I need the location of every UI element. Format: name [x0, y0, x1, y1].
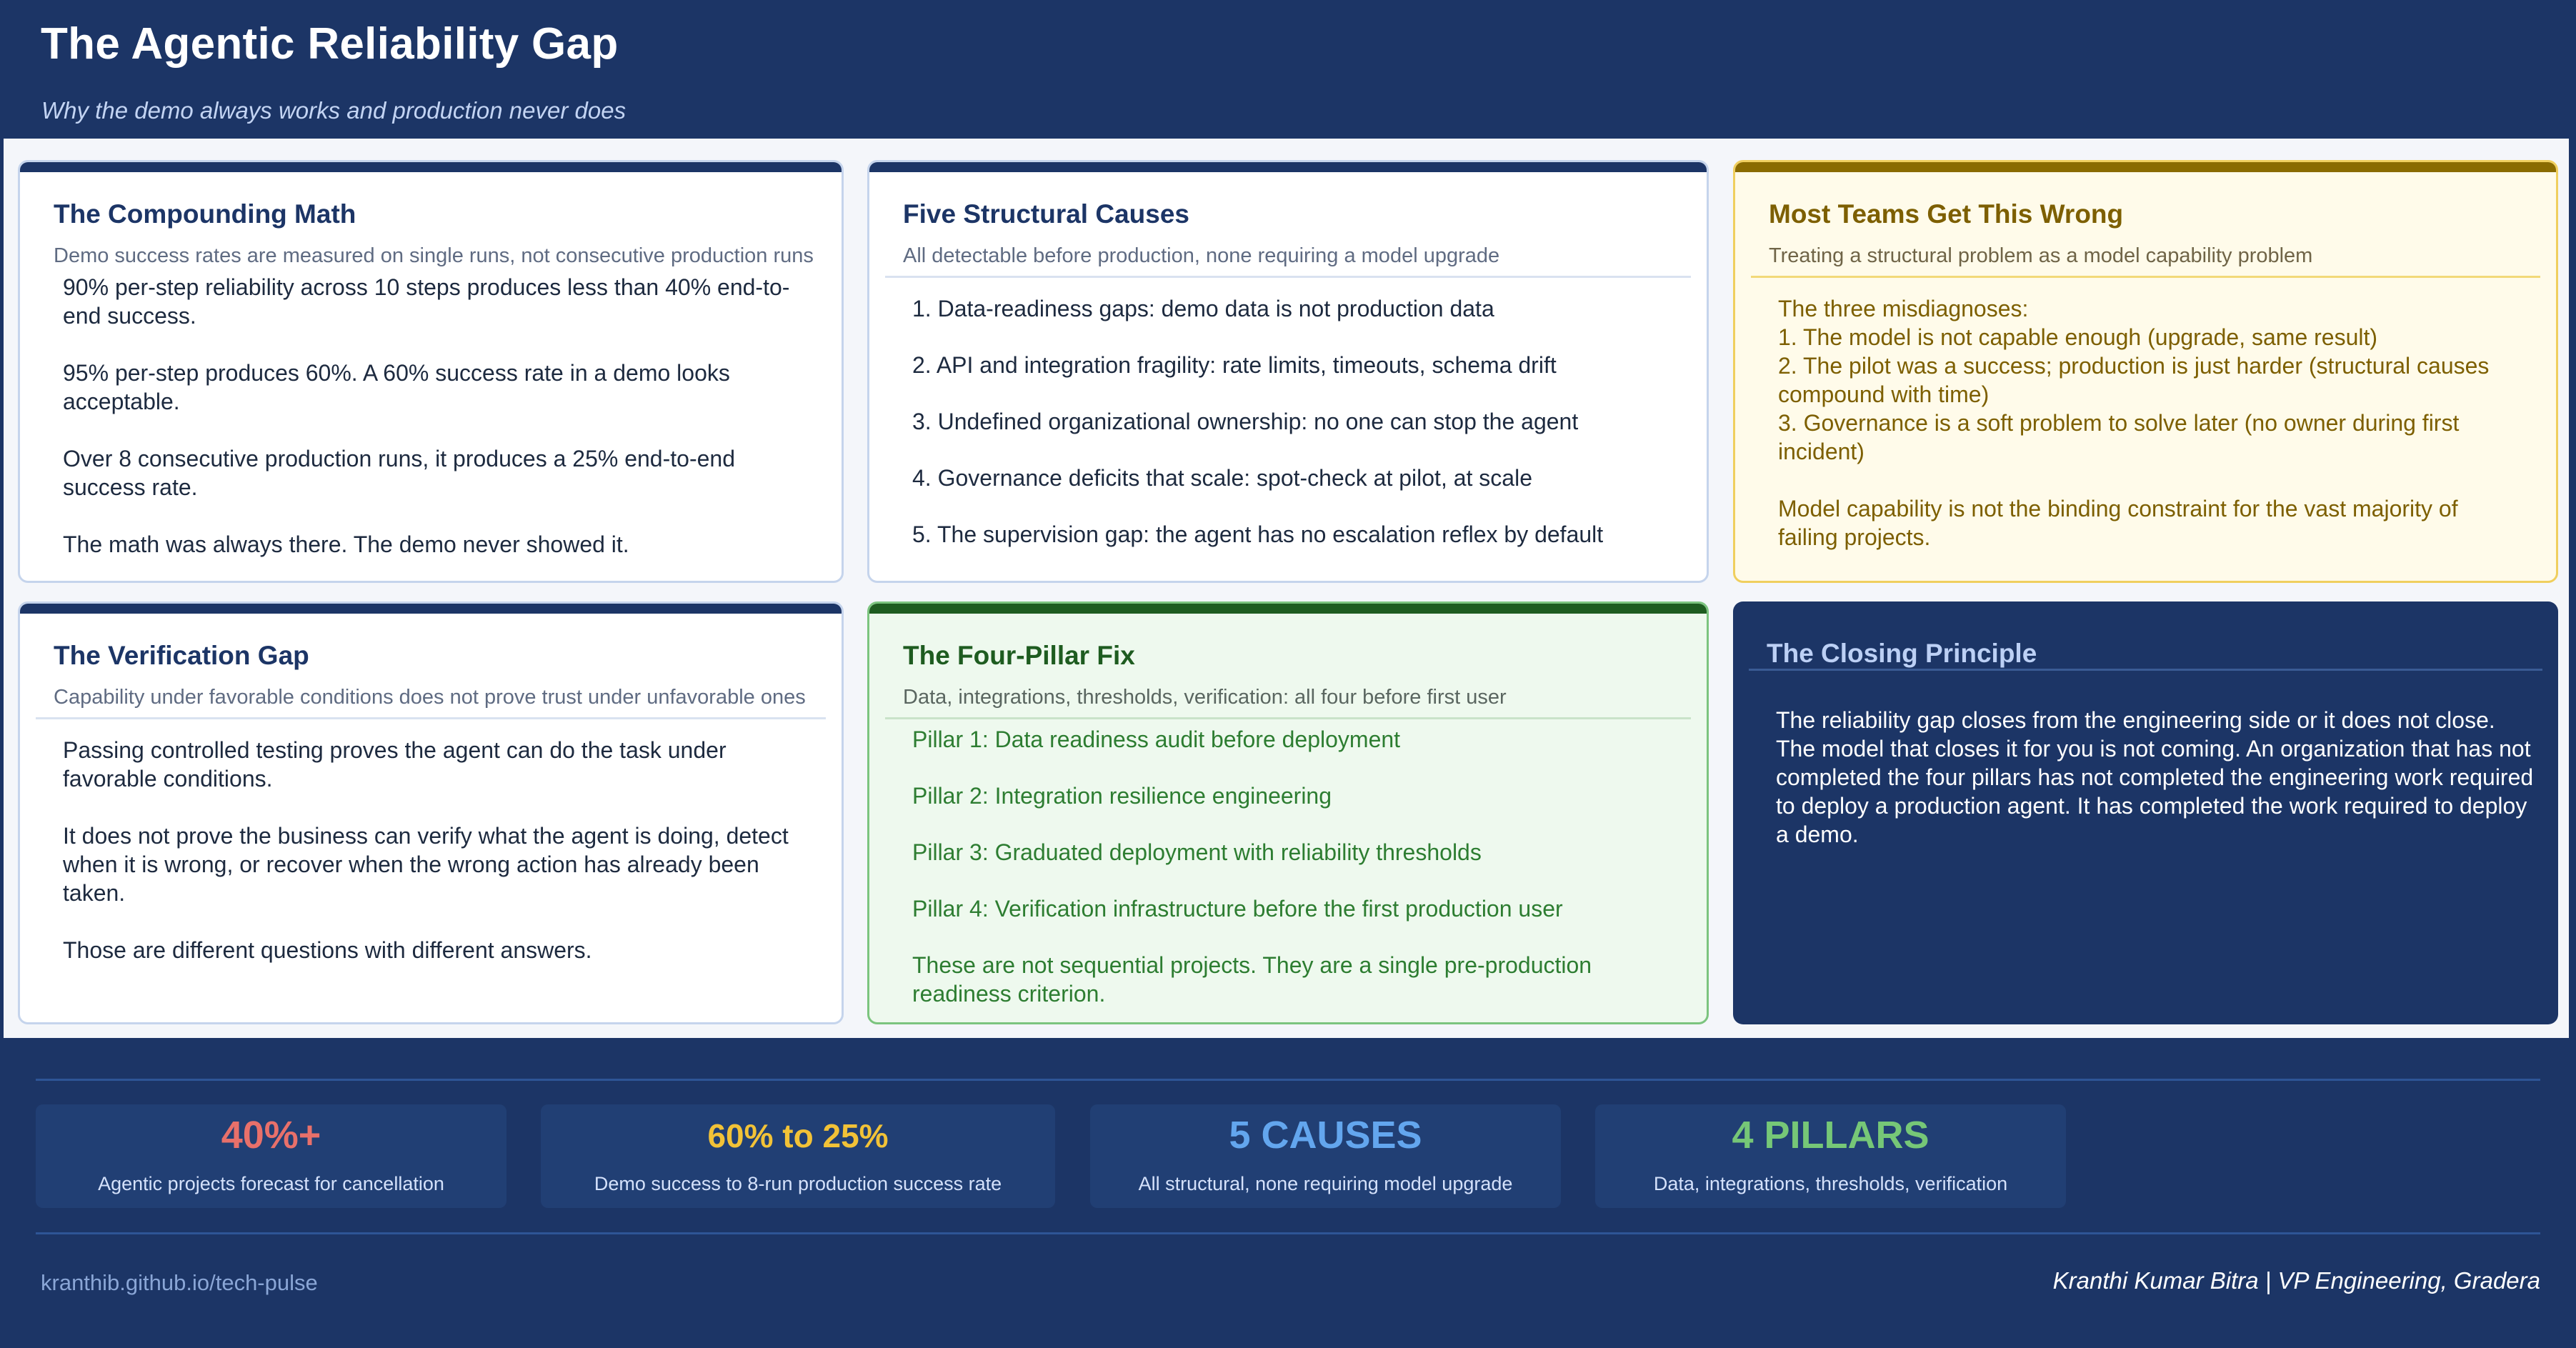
closing-text: Model capability is not the binding constraint for the vast majority of failing projects.: [1778, 496, 2458, 550]
pillar-item: Pillar 1: Data readiness audit before deployment: [912, 727, 1401, 752]
card-title: Five Structural Causes: [903, 199, 1189, 229]
footer-url: kranthib.github.io/tech-pulse: [41, 1270, 318, 1295]
card-four-pillar-fix: [867, 601, 1709, 1024]
list-item: 2. The pilot was a success; production is just harder (structural causes compound with time): [1778, 353, 2490, 407]
stat-card-pillars: [1595, 1104, 2066, 1208]
card-compounding-math: [18, 160, 844, 583]
divider: [36, 717, 826, 719]
paragraph: Those are different questions with different answers.: [63, 937, 592, 963]
stat-label: Data, integrations, thresholds, verification: [1653, 1173, 2008, 1194]
card-accent-bar: [1735, 162, 2556, 172]
divider: [1751, 276, 2540, 278]
card-body: [63, 736, 813, 964]
card-subtitle: Data, integrations, thresholds, verification: all four before first user: [903, 686, 1507, 709]
closing-text: These are not sequential projects. They are a single pre-production readiness criterion.: [912, 952, 1592, 1007]
card-accent-bar: [20, 604, 842, 614]
list-item: 3. Undefined organizational ownership: no one can stop the agent: [912, 409, 1579, 434]
card-title: The Closing Principle: [1767, 639, 2037, 668]
paragraph: Passing controlled testing proves the agent can do the task under favorable conditions.: [63, 737, 727, 792]
divider: [36, 1079, 2540, 1081]
stat-value: 40%+: [221, 1114, 321, 1157]
pillar-item: Pillar 4: Verification infrastructure before the first production user: [912, 896, 1563, 922]
stat-label: All structural, none requiring model upgrade: [1138, 1173, 1513, 1194]
card-subtitle: Demo success rates are measured on single runs, not consecutive production runs: [54, 244, 814, 267]
list-item: 4. Governance deficits that scale: spot-check at pilot, at scale: [912, 465, 1532, 491]
card-accent-bar: [869, 604, 1707, 614]
divider: [885, 717, 1691, 719]
card-accent-bar: [869, 162, 1707, 172]
paragraph: It does not prove the business can verify what the agent is doing, detect when it is wrong, or recover when the wrong action has already been taken.: [63, 823, 789, 906]
stat-label: Demo success to 8-run production success rate: [594, 1173, 1002, 1194]
pillar-item: Pillar 2: Integration resilience engineering: [912, 783, 1332, 809]
page-title: The Agentic Reliability Gap: [41, 19, 619, 69]
card-title: The Verification Gap: [54, 641, 309, 670]
stat-value: 60% to 25%: [707, 1117, 889, 1154]
list-intro: The three misdiagnoses:: [1778, 296, 2029, 321]
card-structural-causes: [867, 160, 1709, 583]
paragraph: The math was always there. The demo never showed it.: [63, 531, 629, 557]
divider: [36, 1232, 2540, 1234]
divider: [885, 276, 1691, 278]
pillar-item: Pillar 3: Graduated deployment with reliability thresholds: [912, 839, 1482, 865]
stat-card-causes: [1090, 1104, 1561, 1208]
list-item: 2. API and integration fragility: rate limits, timeouts, schema drift: [912, 352, 1557, 378]
card-body: [63, 273, 813, 559]
list-item: 1. Data-readiness gaps: demo data is not production data: [912, 296, 1494, 321]
card-subtitle: All detectable before production, none requiring a model upgrade: [903, 244, 1500, 267]
card-subtitle: Treating a structural problem as a model capability problem: [1769, 244, 2313, 267]
footer-author: Kranthi Kumar Bitra | VP Engineering, Gradera: [2052, 1267, 2540, 1294]
paragraph: Over 8 consecutive production runs, it produces a 25% end-to-end success rate.: [63, 446, 735, 500]
card-body: [912, 294, 1678, 549]
list-item: 5. The supervision gap: the agent has no escalation reflex by default: [912, 521, 1604, 547]
list-item: 3. Governance is a soft problem to solve later (no owner during first incident): [1778, 410, 2460, 464]
list-item: 1. The model is not capable enough (upgrade, same result): [1778, 324, 2378, 350]
paragraph: 95% per-step produces 60%. A 60% success rate in a demo looks acceptable.: [63, 360, 730, 414]
card-title: Most Teams Get This Wrong: [1769, 199, 2124, 229]
card-title: The Compounding Math: [54, 199, 356, 229]
card-accent-bar: [20, 162, 842, 172]
divider: [1749, 669, 2542, 671]
card-title: The Four-Pillar Fix: [903, 641, 1135, 670]
stat-value: 4 PILLARS: [1732, 1114, 1929, 1157]
page-subtitle: Why the demo always works and production never does: [41, 97, 626, 124]
card-body: [1778, 294, 2520, 551]
card-body: [912, 725, 1678, 1008]
card-closing-principle: [1733, 601, 2558, 1024]
stat-value: 5 CAUSES: [1229, 1114, 1422, 1157]
stat-card-success-rate: [541, 1104, 1055, 1208]
card-verification-gap: [18, 601, 844, 1024]
stat-label: Agentic projects forecast for cancellation: [98, 1173, 444, 1194]
stat-card-cancellation: [36, 1104, 506, 1208]
card-teams-get-wrong: [1733, 160, 2558, 583]
paragraph: 90% per-step reliability across 10 steps produces less than 40% end-to-end success.: [63, 274, 790, 329]
header: [0, 0, 2576, 139]
card-body: The reliability gap closes from the engineering side or it does not close. The model that closes it for you is not coming. An organization that has not completed the four pillars has not completed the engineering work required to deploy a production agent. It has completed the work required to deploy a demo.: [1776, 707, 2534, 847]
card-subtitle: Capability under favorable conditions does not prove trust under unfavorable ones: [54, 686, 806, 709]
